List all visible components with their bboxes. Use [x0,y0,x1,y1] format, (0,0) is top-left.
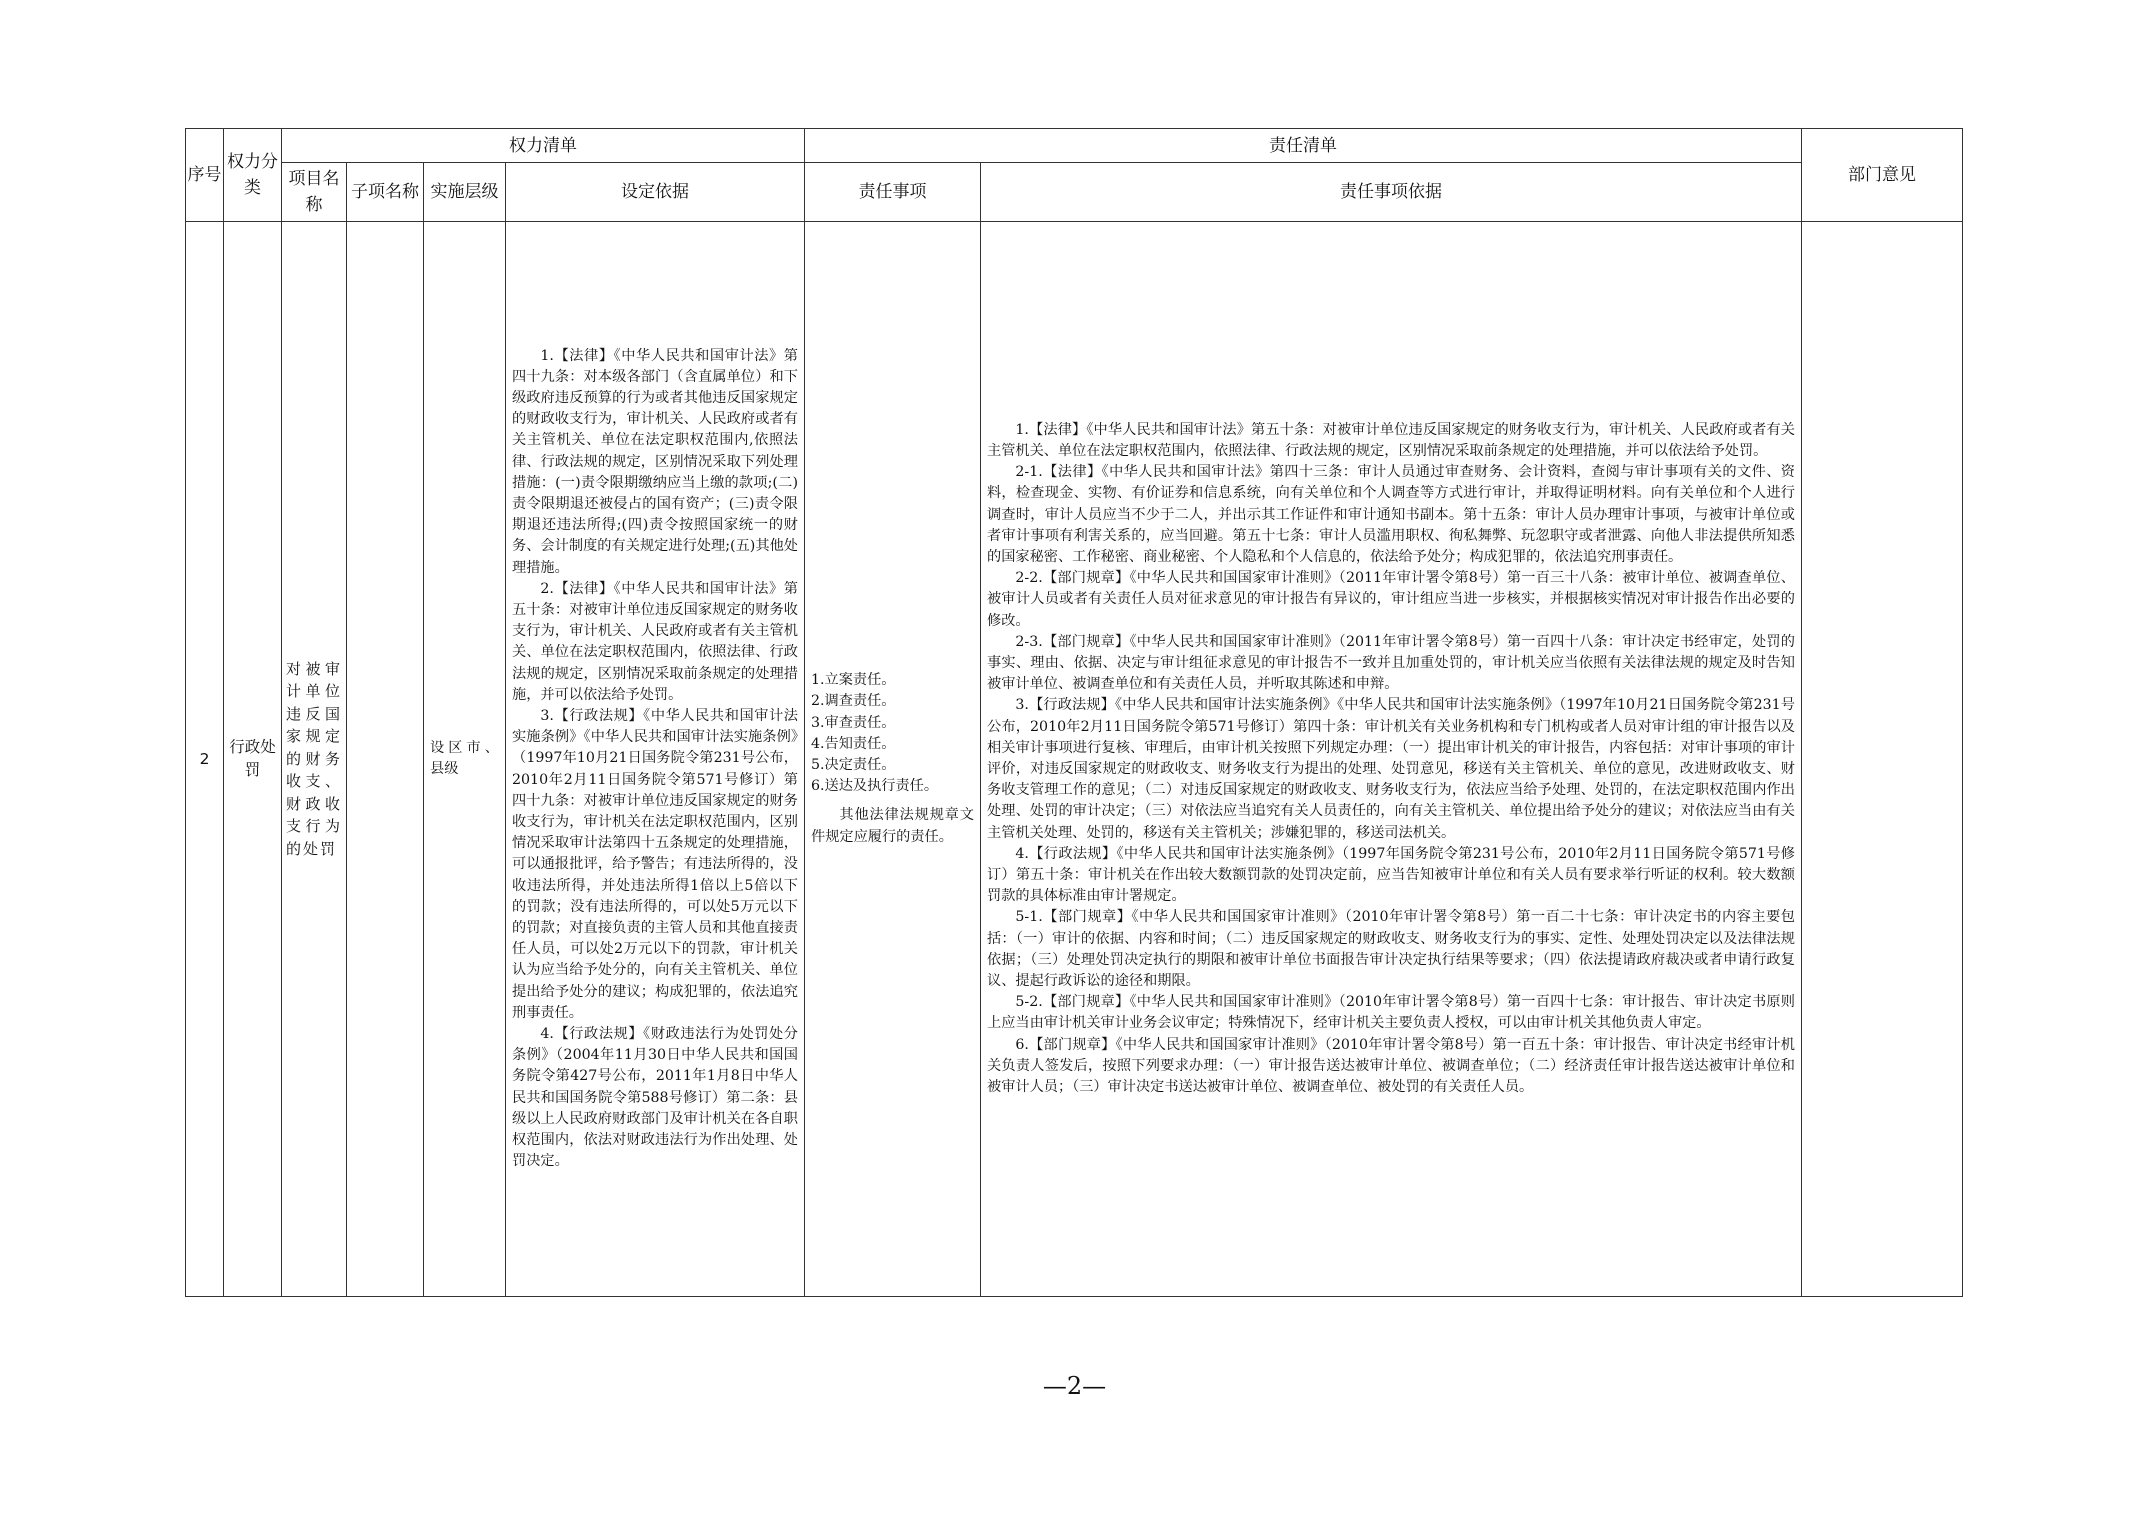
row-dept-opinion [1802,222,1963,1297]
resp-item: 3.审查责任。 [811,714,896,731]
page-number: —2— [1042,1372,1107,1400]
resp-basis-paragraph: 5-1.【部门规章】《中华人民共和国国家审计准则》（2010年审计署令第8号）第一百二十七条：审计决定书的内容主要包括：（一）审计的依据、内容和时间；（二）违反国家规定的财政收支、财务收支行为的事实、定性、处理处罚决定以及法律法规依据；（三）处理处罚决定执行的期限和被审计单位书面报告审计决定执行结果等要求；（四）依法提请政府裁决或者申请行政复议、提起行政诉讼的途径和期限。 [987,909,1795,990]
resp-basis-paragraph: 4.【行政法规】《中华人民共和国审计法实施条例》（1997年国务院令第231号公布，2010年2月11日国务院令第571号修订）第五十条：审计机关在作出较大数额罚款的处罚决定前，应当告知被审计单位和有关人员有要求举行听证的权利。较大数额罚款的具体标准由审计署规定。 [987,845,1795,905]
table-row [186,222,1963,1297]
basis-paragraph: 4.【行政法规】《财政违法行为处罚处分条例》（2004年11月30日中华人民共和国国务院令第427号公布，2011年1月8日中华人民共和国国务院令第588号修订）第二条：县级以上人民政府财政部门及审计机关在各自职权范围内，依法对财政违法行为作出处理、处罚决定。 [512,1026,798,1170]
header-sub-item: 子项名称 [347,163,424,222]
resp-basis-paragraph: 6.【部门规章】《中华人民共和国国家审计准则》（2010年审计署令第8号）第一百五十条：审计报告、审计决定书经审计机关负责人签发后，按照下列要求办理：（一）审计报告送达被审计单位、被调查单位；（二）经济责任审计报告送达被审计单位和被审计人员；（三）审计决定书送达被审计单位、被调查单位、被处罚的有关责任人员。 [987,1036,1795,1096]
row-level: 设区市、县级 [424,222,506,1297]
basis-paragraph: 1.【法律】《中华人民共和国审计法》第四十九条：对本级各部门（含直属单位）和下级政府违反预算的行为或者其他违反国家规定的财政收支行为，审计机关、人民政府或者有关主管机关、单位在法定职权范围内,依照法律、行政法规的规定，区别情况采取下列处理措施：(一)责令限期缴纳应当上缴的款项;(二)责令限期退还被侵占的国有资产；(三)责令限期退还违法所得;(四)责令按照国家统一的财务、会计制度的有关规定进行处理;(五)其他处理措施。 [512,347,798,576]
resp-basis-paragraph: 5-2.【部门规章】《中华人民共和国国家审计准则》（2010年审计署令第8号）第一百四十七条：审计报告、审计决定书原则上应当由审计机关审计业务会议审定；特殊情况下，经审计机关主要负责人授权，可以由审计机关其他负责人审定。 [987,994,1795,1032]
basis-paragraph: 2.【法律】《中华人民共和国审计法》第五十条：对被审计单位违反国家规定的财务收支行为，审计机关、人民政府或者有关主管机关、单位在法定职权范围内，依照法律、行政法规的规定，区别情况采取前条规定的处理措施，并可以依法给予处罚。 [512,580,798,703]
header-resp-items: 责任事项 [805,163,981,222]
resp-item: 2.调查责任。 [811,693,896,710]
header-level: 实施层级 [424,163,506,222]
basis-paragraph: 3.【行政法规】《中华人民共和国审计法实施条例》《中华人民共和国审计法实施条例》（1997年10月21日国务院令第231号公布，2010年2月11日国务院令第571号修订）第四十九条：对被审计单位违反国家规定的财务收支行为，审计机关在法定职权范围内，区别情况采取审计法第四十五条规定的处理措施，可以通报批评，给予警告；有违法所得的，没收违法所得，并处违法所得1倍以上5倍以下的罚款；没有违法所得的，可以处5万元以下的罚款；对直接负责的主管人员和其他直接责任人员，可以处2万元以下的罚款，审计机关认为应当给予处分的，向有关主管机关、单位提出给予处分的建议；构成犯罪的，依法追究刑事责任。 [512,707,798,1021]
header-resp-basis: 责任事项依据 [981,163,1802,222]
header-resp-list: 责任清单 [805,129,1802,163]
header-category: 权力分类 [224,129,282,222]
header-power-list: 权力清单 [282,129,805,163]
resp-item-other: 其他法律法规规章文件规定应履行的责任。 [811,807,974,845]
row-item-name: 对被审计单位违反国家规定的财务收支、财政收支行为的处罚 [282,222,347,1297]
header-item-name: 项目名称 [282,163,347,222]
header-row-2 [186,163,1963,222]
resp-basis-paragraph: 1.【法律】《中华人民共和国审计法》第五十条：对被审计单位违反国家规定的财务收支行为，审计机关、人民政府或者有关主管机关、单位在法定职权范围内，依照法律、行政法规的规定，区别情况采取前条规定的处理措施，并可以依法给予处罚。 [987,421,1795,459]
row-seq: 2 [186,222,224,1297]
header-dept-opinion: 部门意见 [1802,129,1963,222]
row-resp-items [805,222,981,1297]
resp-item: 5.决定责任。 [811,757,896,773]
header-seq: 序号 [186,129,224,222]
header-row-1 [186,129,1963,163]
resp-basis-paragraph: 2-2.【部门规章】《中华人民共和国国家审计准则》（2011年审计署令第8号）第一百三十八条：被审计单位、被调查单位、被审计人员或者有关责任人员对征求意见的审计报告有异议的，审计组应当进一步核实，并根据核实情况对审计报告作出必要的修改。 [987,570,1795,629]
resp-item: 4.告知责任。 [811,735,896,752]
power-responsibility-table [185,128,1963,1297]
row-category: 行政处罚 [224,222,282,1297]
resp-basis-paragraph: 3.【行政法规】《中华人民共和国审计法实施条例》《中华人民共和国审计法实施条例》（1997年10月21日国务院令第231号公布，2010年2月11日国务院令第571号修订）第四十条：审计机关有关业务机构和专门机构或者人员对审计组的审计报告以及相关审计事项进行复核、审理后，由审计机关按照下列规定办理：（一）提出审计机关的审计报告，内容包括：对审计事项的审计评价，对违反国家规定的财政收支、财务收支行为提出的处理、处罚意见，移送有关主管机关、单位的意见，改进财政收支、财务收支管理工作的意见；（二）对违反国家规定的财政收支、财务收支行为，依法应当给予处理、处罚的，在法定职权范围内作出处理、处罚的审计决定；（三）对依法应当追究有关人员责任的，向有关主管机关、单位提出给予处分的建议；对依法应当由有关主管机关处理、处罚的，移送有关主管机关；涉嫌犯罪的，移送司法机关。 [987,697,1795,841]
resp-item: 6.送达及执行责任。 [811,778,939,795]
row-resp-basis [981,222,1802,1297]
resp-basis-paragraph: 2-1.【法律】《中华人民共和国审计法》第四十三条：审计人员通过审查财务、会计资料，查阅与审计事项有关的文件、资料，检查现金、实物、有价证券和信息系统，向有关单位和个人调查等方式进行审计，并取得证明材料。向有关单位和个人进行调查时，审计人员应当不少于二人，并出示其工作证件和审计通知书副本。第十五条：审计人员办理审计事项，与被审计单位或者审计事项有利害关系的，应当回避。第五十七条：审计人员滥用职权、徇私舞弊、玩忽职守或者泄露、向他人非法提供所知悉的国家秘密、工作秘密、商业秘密、个人隐私和个人信息的，依法给予处分；构成犯罪的，依法追究刑事责任。 [987,464,1795,565]
resp-item: 1.立案责任。 [811,672,896,689]
header-basis: 设定依据 [506,163,805,222]
row-sub-item [347,222,424,1297]
resp-basis-paragraph: 2-3.【部门规章】《中华人民共和国国家审计准则》（2011年审计署令第8号）第一百四十八条：审计决定书经审定，处罚的事实、理由、依据、决定与审计组征求意见的审计报告不一致并且加重处罚的，审计机关应当依照有关法律法规的规定及时告知被审计单位、被调查单位和有关责任人员，并听取其陈述和申辩。 [987,633,1795,693]
row-basis [506,222,805,1297]
